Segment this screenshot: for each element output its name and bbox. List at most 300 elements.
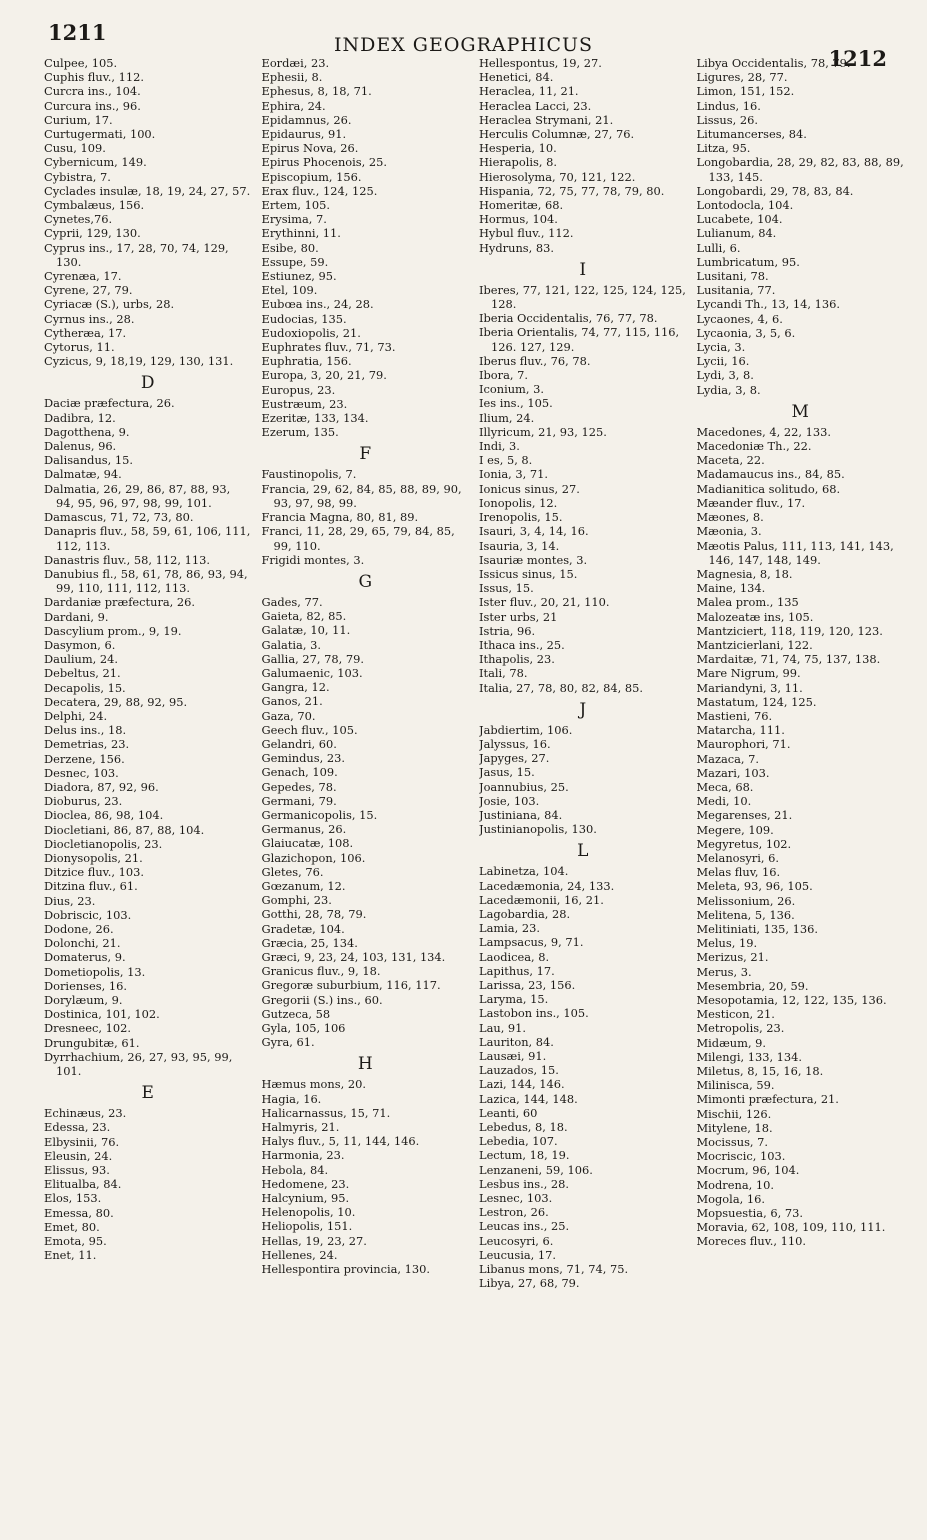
index-entry: Mocissus, 7.: [696, 1135, 769, 1150]
index-entry: Mæonia, 3.: [696, 524, 762, 539]
index-entry: Gomphi, 23.: [261, 893, 332, 908]
index-entry: Mocriscic, 103.: [696, 1149, 786, 1164]
section-letter: I: [579, 259, 587, 280]
index-entry: Gregorii (S.) ins., 60.: [261, 992, 383, 1007]
index-entry: Eleusin, 24.: [44, 1148, 113, 1163]
index-entry: Franci, 11, 28, 29, 65, 79, 84, 85, 99, 110.: [261, 524, 455, 553]
right-page-number: 1212: [828, 46, 887, 71]
index-entry: Emet, 80.: [44, 1219, 100, 1234]
index-entry: Epidaurus, 91.: [261, 127, 347, 142]
index-entry: Hierapolis, 8.: [479, 155, 557, 170]
index-entry: Laryma, 15.: [479, 992, 549, 1007]
index-entry: Mischii, 126.: [696, 1106, 772, 1121]
index-entry: Gutzeca, 58: [261, 1006, 331, 1021]
index-entry: Cybernicum, 149.: [44, 155, 147, 170]
index-entry: Libanus mons, 71, 74, 75.: [479, 1262, 629, 1277]
index-entry: Emessa, 80.: [44, 1205, 114, 1220]
index-entry: Curcura ins., 96.: [44, 98, 141, 113]
index-entry: Istria, 96.: [479, 623, 536, 638]
index-entry: Mesticon, 21.: [696, 1007, 775, 1022]
index-entry: Cyrene, 27, 79.: [44, 283, 133, 298]
index-entry: Hellas, 19, 23, 27.: [261, 1233, 367, 1248]
index-column-2: [262, 56, 470, 1536]
index-entry: Lebedia, 107.: [479, 1134, 558, 1149]
index-entry: Jabdiertim, 106.: [479, 722, 573, 737]
index-entry: Iberes, 77, 121, 122, 125, 124, 125, 128.: [479, 282, 686, 312]
index-entry: Mazari, 103.: [696, 765, 770, 780]
index-entry: Damascus, 71, 72, 73, 80.: [44, 510, 194, 525]
index-entry: Galumaenic, 103.: [261, 665, 363, 680]
index-entry: Diocletianopolis, 23.: [44, 836, 163, 851]
index-entry: Illyricum, 21, 93, 125.: [479, 424, 607, 439]
index-entry: Geech fluv., 105.: [261, 722, 358, 737]
index-entry: Gregoræ suburbium, 116, 117.: [261, 978, 441, 993]
index-entry: Dalmatæ, 94.: [44, 467, 122, 482]
index-entry: Drungubitæ, 61.: [44, 1035, 140, 1050]
index-entry: Ephesii, 8.: [261, 70, 323, 85]
index-entry: Malozeatæ ins, 105.: [696, 609, 814, 624]
index-entry: Lamia, 23.: [479, 921, 540, 936]
index-entry: Ister fluv., 20, 21, 110.: [479, 595, 610, 610]
index-entry: Ithapolis, 23.: [479, 652, 555, 667]
index-entry: Elissus, 93.: [44, 1163, 110, 1178]
index-entry: Eudocias, 135.: [261, 311, 347, 326]
index-entry: Dasymon, 6.: [44, 637, 116, 652]
index-entry: Lesbus ins., 28.: [479, 1176, 570, 1191]
index-entry: Lausæi, 91.: [479, 1049, 547, 1063]
index-entry: Helenopolis, 10.: [261, 1205, 356, 1220]
index-entry: Iberia Orientalis, 74, 77, 115, 116, 126. 127, 129.: [479, 325, 680, 354]
index-entry: Ditzice fluv., 103.: [44, 865, 144, 880]
index-entry: Glazichopon, 106.: [261, 850, 366, 865]
index-entry: Lebedus, 8, 18.: [479, 1120, 568, 1135]
index-entry: Delus ins., 18.: [44, 723, 127, 738]
index-entry: Josie, 103.: [479, 793, 540, 808]
index-entry: Cuphis fluv., 112.: [44, 70, 145, 85]
index-entry: Frigidi montes, 3.: [261, 552, 365, 567]
index-entry: Dardaniæ præfectura, 26.: [44, 595, 196, 610]
index-entry: Debeltus, 21.: [44, 666, 121, 681]
index-entry: Dalenus, 96.: [44, 439, 117, 454]
index-entry: Justiniana, 84.: [479, 807, 563, 822]
index-entry: Mardaitæ, 71, 74, 75, 137, 138.: [696, 652, 881, 667]
index-entry: Curcra ins., 104.: [44, 84, 141, 99]
index-entry: Epirus Phocenois, 25.: [261, 155, 388, 170]
section-letter: G: [358, 571, 373, 592]
index-entry: Lazica, 144, 148.: [479, 1091, 578, 1106]
index-entry: Francia Magna, 80, 81, 89.: [261, 510, 419, 525]
index-entry: Justinianopolis, 130.: [479, 822, 597, 837]
index-entry: Homeritæ, 68.: [479, 198, 564, 213]
index-entry: Maine, 134.: [696, 581, 766, 596]
index-entry: Lycandi Th., 13, 14, 136.: [696, 297, 840, 312]
index-entry: Gelandri, 60.: [261, 736, 337, 751]
index-entry: Macedoniæ Th., 22.: [696, 439, 812, 454]
index-entry: Iconium, 3.: [479, 382, 544, 397]
index-entry: Epirus Nova, 26.: [261, 141, 359, 156]
section-letter: M: [791, 401, 809, 422]
index-entry: Lacedæmonii, 16, 21.: [479, 892, 604, 907]
index-entry: Halys fluv., 5, 11, 144, 146.: [261, 1134, 420, 1149]
index-entry: Essupe, 59.: [261, 254, 329, 269]
index-entry: Gepedes, 78.: [261, 779, 337, 794]
index-entry: Moreces fluv., 110.: [696, 1234, 807, 1249]
index-entry: Gradetæ, 104.: [261, 921, 345, 936]
index-entry: Lacedæmonia, 24, 133.: [479, 878, 615, 893]
index-entry: Galatæ, 10, 11.: [261, 623, 351, 638]
index-entry: Ionopolis, 12.: [479, 495, 558, 510]
index-entry: Longobardia, 28, 29, 82, 83, 88, 89, 133, 145.: [696, 155, 904, 184]
index-entry: Gyra, 61.: [261, 1035, 315, 1050]
index-entry: Lusitani, 78.: [696, 269, 769, 284]
index-entry: Cytorus, 11.: [44, 340, 115, 355]
index-entry: Melissonium, 26.: [696, 893, 796, 908]
index-entry: Hormus, 104.: [479, 212, 558, 227]
index-entry: Japyges, 27.: [479, 751, 550, 766]
index-entry: Mitylene, 18.: [696, 1120, 773, 1135]
index-entry: Dodone, 26.: [44, 921, 114, 936]
index-entry: Lulianum, 84.: [696, 226, 777, 241]
index-entry: Granicus fluv., 9, 18.: [261, 964, 381, 979]
index-entry: Daulium, 24.: [44, 652, 119, 667]
index-entry: Cytheræa, 17.: [44, 325, 127, 340]
index-entry: Desnec, 103.: [44, 765, 119, 780]
index-entry: Hedomene, 23.: [261, 1176, 350, 1191]
index-entry: Isauriæ montes, 3.: [479, 552, 588, 567]
index-entry: Indi, 3.: [479, 439, 520, 454]
index-entry: Miletus, 8, 15, 16, 18.: [696, 1064, 824, 1079]
index-entry: Madamaucus ins., 84, 85.: [696, 467, 845, 482]
index-entry: Gaza, 70.: [261, 708, 316, 723]
index-entry: Mastatum, 124, 125.: [696, 694, 817, 709]
index-entry: Lectum, 18, 19.: [479, 1148, 570, 1163]
index-entry: Dorylæum, 9.: [44, 993, 123, 1007]
index-entry: Macedones, 4, 22, 133.: [696, 424, 831, 439]
index-entry: Merus, 3.: [696, 964, 752, 979]
index-entry: Lenzaneni, 59, 106.: [479, 1162, 593, 1177]
index-entry: Cynetes,76.: [44, 212, 113, 227]
index-entry: Decapolis, 15.: [44, 680, 126, 695]
index-entry: Domaterus, 9.: [44, 950, 126, 965]
index-entry: Ephira, 24.: [261, 98, 326, 113]
index-entry: Epidamnus, 26.: [261, 112, 352, 127]
index-entry: Heliopolis, 151.: [261, 1219, 353, 1234]
index-entry: Elitualba, 84.: [44, 1177, 122, 1192]
index-entry: Lesnec, 103.: [479, 1191, 553, 1206]
index-entry: Magnesia, 8, 18.: [696, 566, 793, 581]
index-entry: Erythinni, 11.: [261, 226, 341, 241]
index-entry: Ithaca ins., 25.: [479, 637, 565, 652]
index-entry: Lissus, 26.: [696, 112, 758, 127]
index-entry: Cyprii, 129, 130.: [44, 226, 141, 241]
index-entry: Esibe, 80.: [261, 240, 319, 255]
index-entry: Lydia, 3, 8.: [696, 382, 761, 397]
index-entry: Halmyris, 21.: [261, 1120, 340, 1135]
index-entry: Dalisandus, 15.: [44, 453, 134, 468]
index-entry: Issicus sinus, 15.: [479, 566, 578, 581]
index-entry: Lycia, 3.: [696, 340, 746, 355]
index-entry: Merizus, 21.: [696, 950, 769, 965]
index-entry: Modrena, 10.: [696, 1177, 774, 1192]
index-entry: Germanicopolis, 15.: [261, 807, 378, 822]
index-entry: Cyriacæ (S.), urbs, 28.: [44, 297, 175, 312]
index-entry: Iberus fluv., 76, 78.: [479, 353, 591, 368]
section-letter: J: [579, 699, 587, 720]
index-entry: Decatera, 29, 88, 92, 95.: [44, 694, 188, 709]
index-entry: Mantziciert, 118, 119, 120, 123.: [696, 623, 883, 638]
index-entry: Dioburus, 23.: [44, 794, 123, 809]
index-entry: Litumancerses, 84.: [696, 127, 807, 142]
index-entry: Mæander fluv., 17.: [696, 495, 806, 510]
index-entry: Limon, 151, 152.: [696, 84, 795, 99]
index-entry: Laodicea, 8.: [479, 949, 550, 964]
index-entry: Danubius fl., 58, 61, 78, 86, 93, 94, 99, 110, 111, 112, 113.: [44, 566, 248, 596]
index-entry: Curium, 17.: [44, 112, 113, 127]
index-entry: Erax fluv., 124, 125.: [261, 183, 378, 198]
index-column-1: [44, 56, 252, 1536]
index-entry: Dyrrhachium, 26, 27, 93, 95, 99, 101.: [44, 1049, 233, 1079]
index-entry: I es, 5, 8.: [479, 453, 533, 468]
index-entry: Danapris fluv., 58, 59, 61, 106, 111, 112, 113.: [44, 524, 251, 553]
index-entry: Halcynium, 95.: [261, 1191, 350, 1206]
index-entry: Hierosolyma, 70, 121, 122.: [479, 169, 636, 184]
index-entry: Ister urbs, 21: [479, 609, 558, 624]
index-entry: Lusitania, 77.: [696, 283, 776, 298]
index-entry: Francia, 29, 62, 84, 85, 88, 89, 90, 93, 97, 98, 99.: [261, 481, 462, 510]
index-entry: Leucosyri, 6.: [479, 1233, 554, 1248]
index-entry: Elos, 153.: [44, 1191, 102, 1206]
index-entry: Cusu, 109.: [44, 141, 106, 156]
index-entry: Litza, 95.: [696, 141, 751, 156]
index-entry: Labinetza, 104.: [479, 864, 569, 879]
index-entry: Cyclades insulæ, 18, 19, 24, 27, 57.: [44, 183, 251, 198]
index-entry: Ligures, 28, 77.: [696, 70, 788, 85]
index-entry: Lydi, 3, 8.: [696, 368, 754, 383]
index-entry: Dostinica, 101, 102.: [44, 1007, 160, 1022]
index-entry: Leucas ins., 25.: [479, 1219, 570, 1234]
index-entry: Lazi, 144, 146.: [479, 1077, 565, 1092]
index-entry: Eordæi, 23.: [261, 56, 330, 70]
index-entry: Gallia, 27, 78, 79.: [261, 651, 364, 666]
index-entry: Mocrum, 96, 104.: [696, 1163, 800, 1178]
index-entry: Heraclea Lacci, 23.: [479, 98, 592, 113]
index-entry: Ganos, 21.: [261, 694, 323, 709]
index-entry: Echinæus, 23.: [44, 1106, 127, 1121]
index-entry: Isauri, 3, 4, 14, 16.: [479, 524, 589, 539]
index-entry: Diocletiani, 86, 87, 88, 104.: [44, 822, 205, 837]
index-entry: Hispania, 72, 75, 77, 78, 79, 80.: [479, 183, 665, 198]
index-entry: Mæones, 8.: [696, 510, 764, 525]
index-entry: Meca, 68.: [696, 779, 754, 794]
index-column-4: [697, 56, 905, 1536]
index-entry: Gemindus, 23.: [261, 751, 345, 766]
index-entry: Leanti, 60: [479, 1105, 538, 1120]
index-entry: Hydruns, 83.: [479, 240, 554, 255]
index-entry: Hybul fluv., 112.: [479, 226, 574, 241]
index-entry: Lulli, 6.: [696, 240, 741, 255]
index-entry: Milengi, 133, 134.: [696, 1049, 803, 1064]
index-entry: Ies ins., 105.: [479, 396, 553, 411]
index-entry: Cymbalæus, 156.: [44, 198, 145, 213]
index-entry: Demetrias, 23.: [44, 737, 130, 752]
index-entry: Delphi, 24.: [44, 708, 108, 723]
index-entry: Melitiniati, 135, 136.: [696, 921, 818, 936]
index-entry: Eustræum, 23.: [261, 396, 348, 411]
index-entry: Dobriscic, 103.: [44, 907, 132, 922]
index-entry: Germanus, 26.: [261, 822, 347, 837]
index-column-3: [479, 56, 687, 1536]
running-title: INDEX GEOGRAPHICUS: [333, 34, 594, 56]
index-entry: Milinisca, 59.: [696, 1078, 775, 1093]
index-entry: Hellespontus, 19, 27.: [479, 56, 602, 70]
index-entry: Herculis Columnæ, 27, 76.: [479, 127, 635, 142]
index-entry: Europus, 23.: [261, 382, 336, 397]
index-entry: Maurophori, 71.: [696, 737, 791, 752]
index-entry: Græci, 9, 23, 24, 103, 131, 134.: [261, 949, 446, 964]
index-entry: Megyretus, 102.: [696, 836, 792, 851]
index-entry: Enet, 11.: [44, 1248, 97, 1263]
index-entry: Lycii, 16.: [696, 354, 750, 369]
index-entry: Eudoxiopolis, 21.: [261, 325, 361, 340]
index-entry: Ionicus sinus, 27.: [479, 481, 580, 496]
index-entry: Ezeritæ, 133, 134.: [261, 411, 369, 426]
index-entry: Irenopolis, 15.: [479, 510, 563, 525]
index-entry: Libya, 27, 68, 79.: [479, 1276, 580, 1291]
index-entry: Lontodocla, 104.: [696, 198, 794, 213]
index-entry: Mazaca, 7.: [696, 751, 760, 766]
index-entry: Culpee, 105.: [44, 56, 118, 70]
index-entry: Gletes, 76.: [261, 864, 324, 879]
index-entry: Danastris fluv., 58, 112, 113.: [44, 552, 210, 567]
index-entry: Issus, 15.: [479, 581, 534, 596]
index-entry: Dagotthena, 9.: [44, 424, 130, 439]
index-entry: Gœzanum, 12.: [261, 878, 346, 893]
index-entry: Hellenes, 24.: [261, 1247, 338, 1262]
index-entry: Henetici, 84.: [479, 70, 554, 85]
index-entry: Mariandyni, 3, 11.: [696, 680, 803, 695]
index-entry: Mimonti præfectura, 21.: [696, 1092, 839, 1107]
index-entry: Mesopotamia, 12, 122, 135, 136.: [696, 993, 887, 1007]
index-entry: Dioclea, 86, 98, 104.: [44, 808, 164, 823]
index-entry: Heraclea, 11, 21.: [479, 84, 579, 99]
index-entry: Maceta, 22.: [696, 453, 765, 468]
index-entry: Europa, 3, 20, 21, 79.: [261, 368, 387, 383]
index-entry: Madianitica solitudo, 68.: [696, 481, 841, 496]
index-entry: Dius, 23.: [44, 893, 96, 908]
index-entry: Episcopium, 156.: [261, 169, 362, 184]
index-entry: Cyprus ins., 17, 28, 70, 74, 129, 130.: [44, 240, 229, 269]
index-entry: Jasus, 15.: [479, 765, 535, 780]
index-entry: Lumbricatum, 95.: [696, 254, 800, 269]
section-letter: L: [577, 841, 589, 862]
index-entry: Cybistra, 7.: [44, 169, 111, 184]
index-entry: Ertem, 105.: [261, 198, 330, 213]
index-entry: Ezerum, 135.: [261, 425, 339, 440]
index-entry: Mastieni, 76.: [696, 708, 773, 723]
index-entry: Megere, 109.: [696, 822, 774, 837]
index-entry: Glaiucatæ, 108.: [261, 836, 354, 851]
index-entry: Meleta, 93, 96, 105.: [696, 879, 813, 894]
index-entry: Cyrnus ins., 28.: [44, 311, 135, 326]
index-entry: Gyla, 105, 106: [261, 1021, 346, 1035]
index-entry: Medi, 10.: [696, 794, 752, 809]
index-entry: Melas fluv, 16.: [696, 865, 781, 880]
index-entry: Lindus, 16.: [696, 98, 761, 113]
index-entry: Midæum, 9.: [696, 1035, 767, 1050]
index-entry: Lucabete, 104.: [696, 212, 783, 227]
index-entry: Mopsuestia, 6, 73.: [696, 1206, 803, 1221]
index-entry: Græcia, 25, 134.: [261, 935, 358, 950]
index-entry: Galatia, 3.: [261, 637, 321, 652]
index-entry: Italia, 27, 78, 80, 82, 84, 85.: [479, 680, 643, 695]
index-entry: Cyrenæa, 17.: [44, 269, 122, 284]
section-letter: F: [359, 444, 372, 465]
index-entry: Malea prom., 135: [696, 595, 799, 610]
index-entry: Halicarnassus, 15, 71.: [261, 1105, 391, 1120]
section-letter: H: [357, 1054, 373, 1075]
index-entry: Eubœa ins., 24, 28.: [261, 297, 374, 312]
index-entry: Etel, 109.: [261, 283, 318, 298]
index-entry: Lau, 91.: [479, 1020, 527, 1035]
index-entry: Diadora, 87, 92, 96.: [44, 779, 159, 794]
index-entry: Faustinopolis, 7.: [261, 467, 357, 482]
left-page-number: 1211: [48, 20, 107, 45]
index-entry: Isauria, 3, 14.: [479, 538, 560, 553]
index-entry: Moravia, 62, 108, 109, 110, 111.: [696, 1220, 886, 1235]
index-entry: Dalmatia, 26, 29, 86, 87, 88, 93, 94, 95, 96, 97, 98, 99, 101.: [44, 481, 231, 510]
index-entry: Mesembria, 20, 59.: [696, 978, 809, 993]
index-entry: Ionia, 3, 71.: [479, 467, 548, 482]
index-entry: Iberia Occidentalis, 76, 77, 78.: [479, 311, 658, 326]
index-entry: Joannubius, 25.: [479, 779, 569, 794]
index-entry: Hagia, 16.: [261, 1091, 322, 1106]
index-entry: Gotthi, 28, 78, 79.: [261, 907, 367, 922]
index-entry: Dadibra, 12.: [44, 410, 116, 425]
index-entry: Hæmus mons, 20.: [261, 1077, 366, 1092]
index-entry: Gades, 77.: [261, 594, 323, 609]
index-entry: Gangra, 12.: [261, 680, 330, 695]
index-entry: Mantzicierlani, 122.: [696, 637, 813, 652]
index-entry: Larissa, 23, 156.: [479, 977, 576, 992]
section-letter: E: [141, 1083, 154, 1104]
index-entry: Lestron, 26.: [479, 1205, 549, 1220]
index-entry: Melus, 19.: [696, 936, 758, 951]
index-entry: Megarenses, 21.: [696, 808, 793, 823]
index-entry: Lapithus, 17.: [479, 963, 555, 978]
index-entry: Mæotis Palus, 111, 113, 141, 143, 146, 147, 148, 149.: [696, 538, 894, 567]
index-entry: Dionysopolis, 21.: [44, 850, 143, 865]
index-entry: Dardani, 9.: [44, 609, 109, 624]
index-entry: Lampsacus, 9, 71.: [479, 935, 584, 950]
index-entry: Ephesus, 8, 18, 71.: [261, 84, 372, 99]
index-entry: Euphratia, 156.: [261, 354, 352, 369]
index-entry: Dorienses, 16.: [44, 978, 127, 993]
index-entry: Leucusia, 17.: [479, 1247, 556, 1262]
index-entry: Matarcha, 111.: [696, 723, 785, 738]
index-entry: Ditzina fluv., 61.: [44, 879, 138, 894]
index-entry: Metropolis, 23.: [696, 1021, 785, 1036]
index-entry: Mogola, 16.: [696, 1191, 765, 1206]
index-entry: Lauriton, 84.: [479, 1034, 554, 1049]
index-entry: Genach, 109.: [261, 765, 338, 780]
index-entry: Euphrates fluv., 71, 73.: [261, 340, 396, 355]
index-entry: Libya Occidentalis, 78, 79.: [696, 56, 851, 70]
index-entry: Mare Nigrum, 99.: [696, 666, 801, 681]
index-entry: Erysima, 7.: [261, 212, 327, 227]
index-entry: Melitena, 5, 136.: [696, 907, 795, 922]
index-entry: Germani, 79.: [261, 793, 337, 808]
index-entry: Gaieta, 82, 85.: [261, 609, 347, 624]
